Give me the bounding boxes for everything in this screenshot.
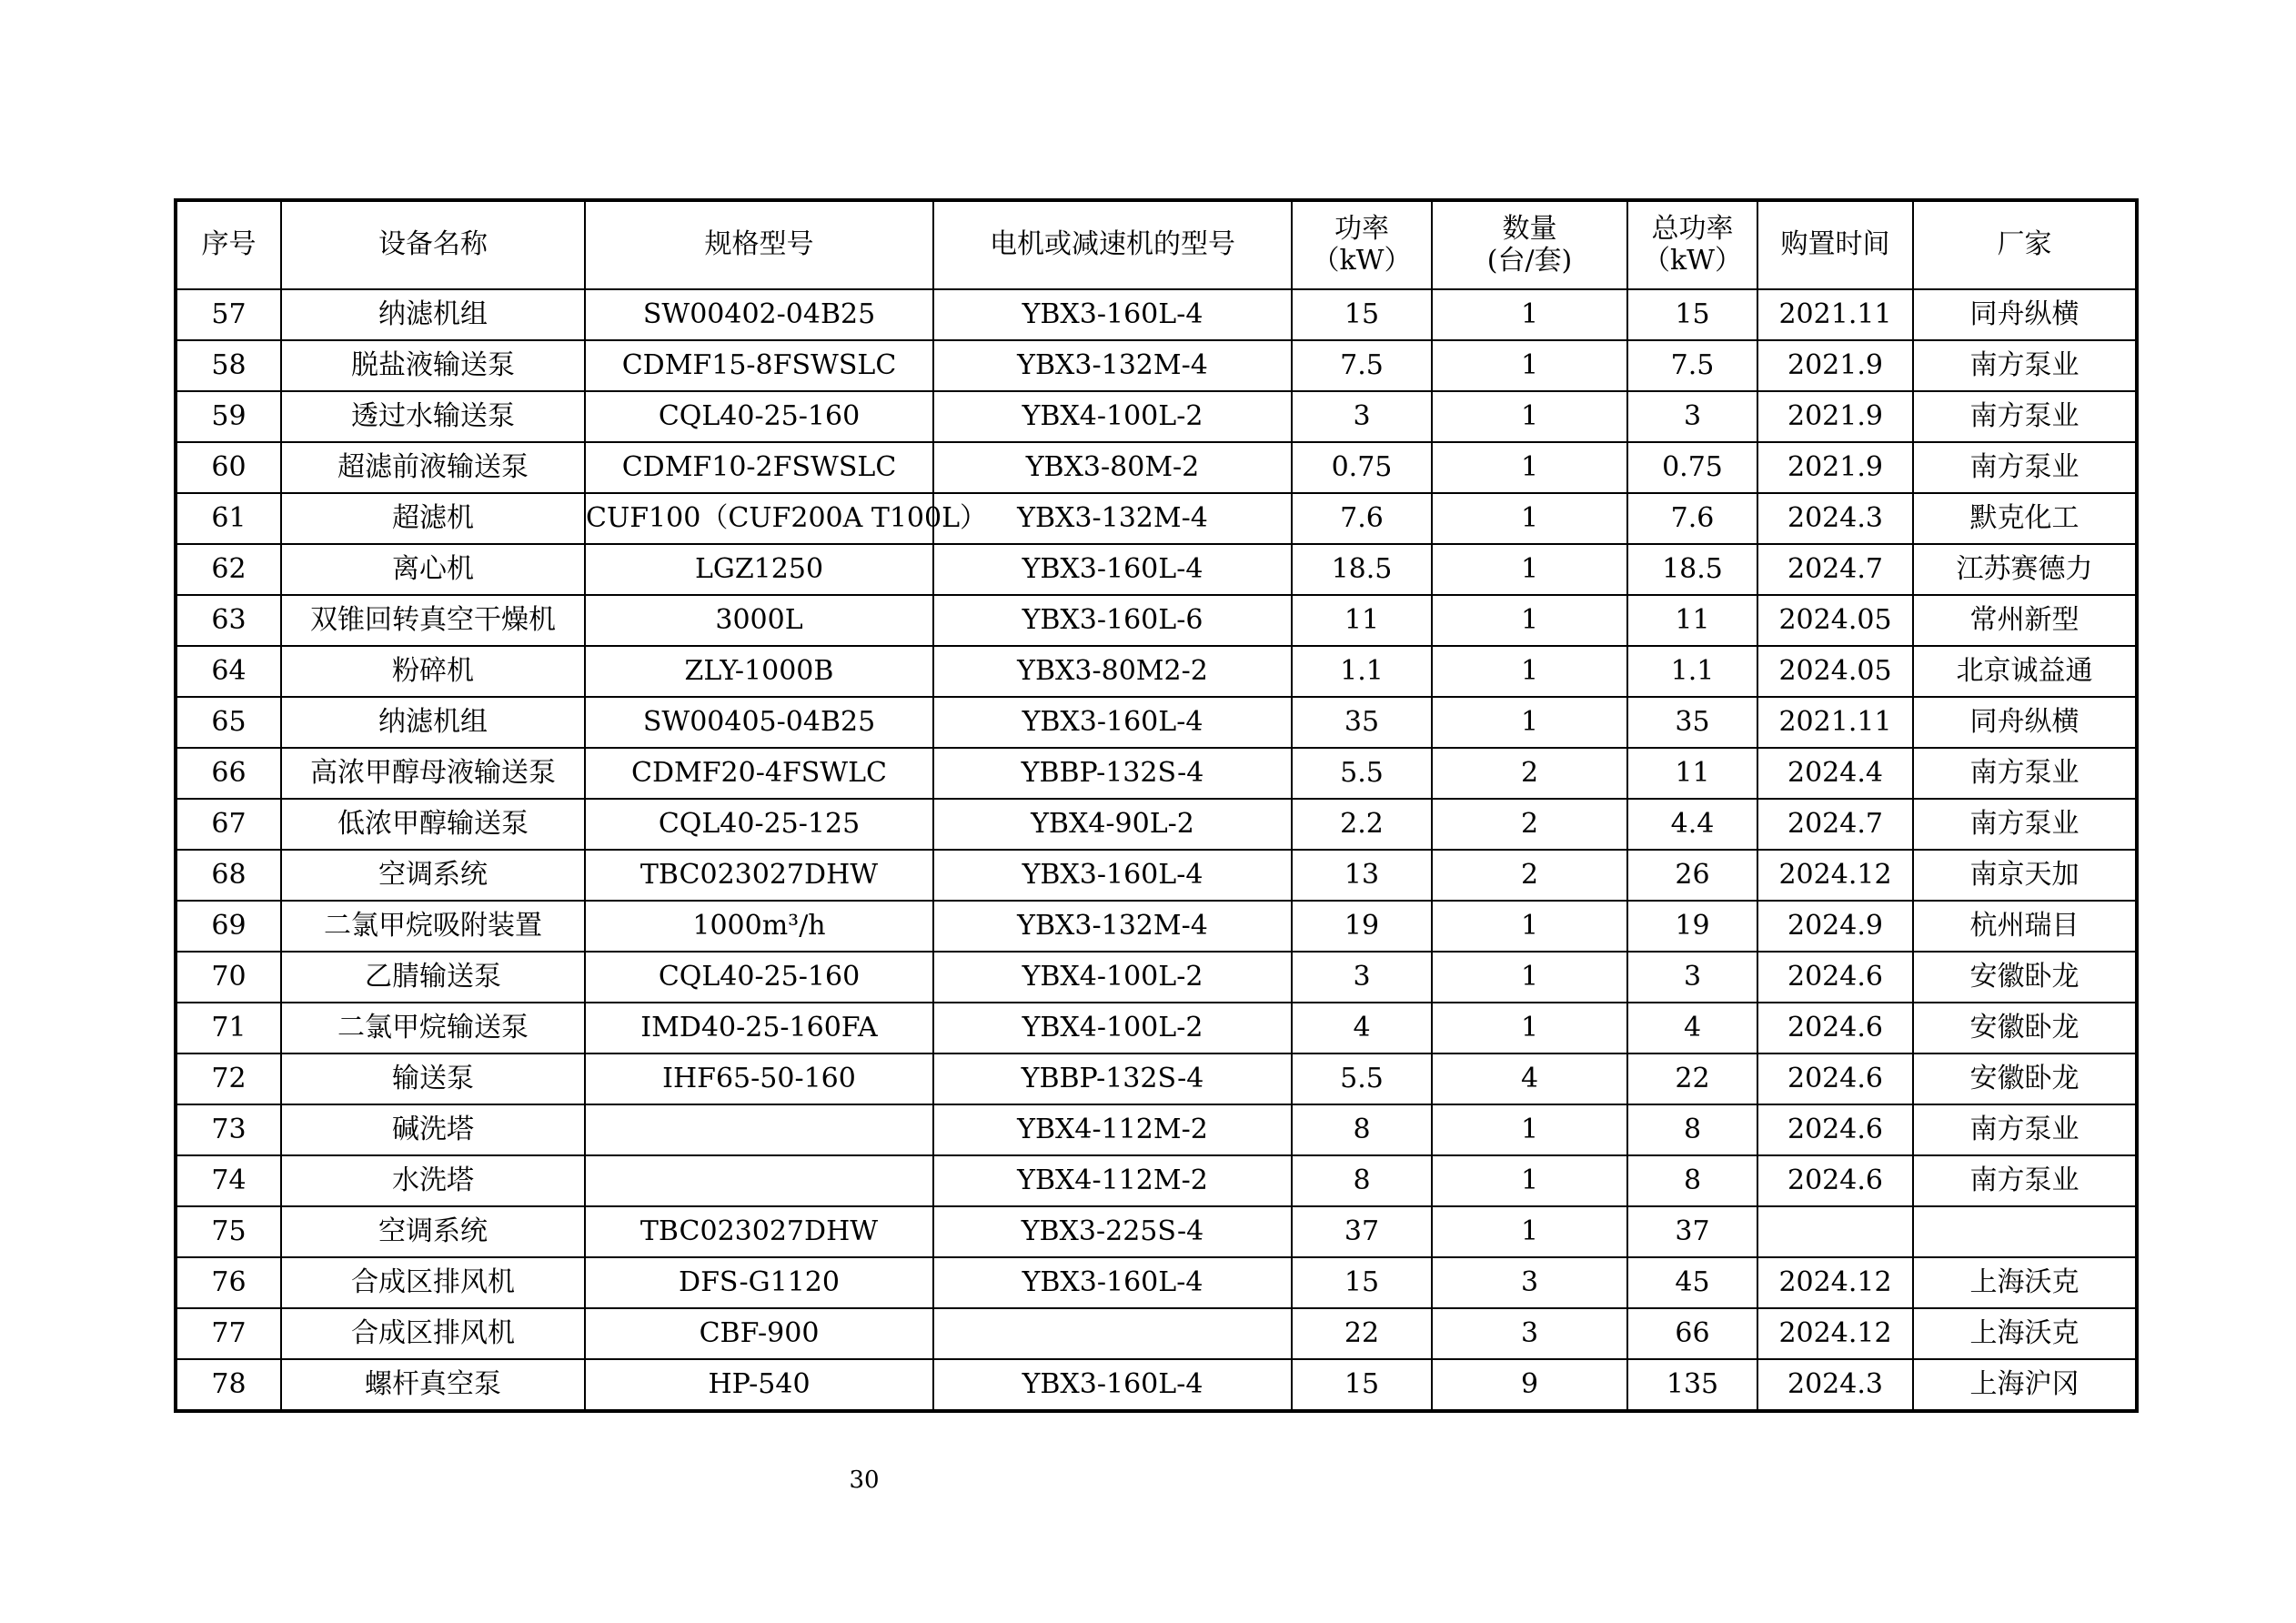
cell-equipment-name: 空调系统 — [281, 850, 585, 901]
cell-index: 60 — [176, 442, 281, 493]
cell-spec-model: CDMF20-4FSWLC — [585, 748, 933, 799]
cell-index: 72 — [176, 1053, 281, 1104]
cell-manufacturer: 江苏赛德力 — [1913, 544, 2137, 595]
table-row — [176, 748, 2137, 799]
header-text: 序号 — [201, 228, 257, 261]
table-header — [176, 200, 2137, 289]
cell-purchase-date: 2024.6 — [1757, 1155, 1913, 1206]
cell-total-power: 19 — [1627, 901, 1757, 952]
cell-motor-model: YBX4-112M-2 — [933, 1155, 1292, 1206]
cell-purchase-date: 2021.11 — [1757, 289, 1913, 340]
cell-power: 7.5 — [1292, 340, 1432, 391]
cell-spec-model — [585, 1155, 933, 1206]
cell-spec-model: HP-540 — [585, 1359, 933, 1411]
cell-manufacturer: 杭州瑞目 — [1913, 901, 2137, 952]
header-text: 数量 — [1502, 213, 1557, 245]
cell-manufacturer: 南方泵业 — [1913, 748, 2137, 799]
cell-quantity: 2 — [1432, 850, 1627, 901]
cell-quantity: 1 — [1432, 340, 1627, 391]
cell-equipment-name: 螺杆真空泵 — [281, 1359, 585, 1411]
cell-motor-model: YBX4-100L-2 — [933, 1003, 1292, 1053]
cell-quantity: 3 — [1432, 1257, 1627, 1308]
cell-equipment-name: 乙腈输送泵 — [281, 952, 585, 1003]
cell-equipment-name: 二氯甲烷输送泵 — [281, 1003, 585, 1053]
cell-quantity: 1 — [1432, 391, 1627, 442]
header-col-manufacturer — [1913, 200, 2137, 289]
cell-quantity: 1 — [1432, 1155, 1627, 1206]
cell-motor-model: YBX3-160L-4 — [933, 697, 1292, 748]
cell-power: 0.75 — [1292, 442, 1432, 493]
cell-purchase-date: 2024.7 — [1757, 544, 1913, 595]
table-row — [176, 1359, 2137, 1411]
cell-motor-model: YBBP-132S-4 — [933, 748, 1292, 799]
cell-equipment-name: 合成区排风机 — [281, 1308, 585, 1359]
cell-purchase-date: 2024.05 — [1757, 646, 1913, 697]
table-row — [176, 1308, 2137, 1359]
cell-quantity: 4 — [1432, 1053, 1627, 1104]
cell-spec-model: CUF100（CUF200A T100L） — [585, 493, 933, 544]
cell-manufacturer: 南方泵业 — [1913, 799, 2137, 850]
cell-spec-model: TBC023027DHW — [585, 1206, 933, 1257]
header-text: (台/套) — [1486, 244, 1573, 277]
cell-motor-model: YBX3-160L-4 — [933, 544, 1292, 595]
cell-equipment-name: 离心机 — [281, 544, 585, 595]
cell-equipment-name: 粉碎机 — [281, 646, 585, 697]
cell-index: 61 — [176, 493, 281, 544]
cell-index: 74 — [176, 1155, 281, 1206]
cell-spec-model — [585, 1104, 933, 1155]
header-col-motor-model — [933, 200, 1292, 289]
table-row — [176, 799, 2137, 850]
cell-purchase-date: 2021.9 — [1757, 442, 1913, 493]
page-number: 30 — [849, 1467, 880, 1494]
cell-total-power: 22 — [1627, 1053, 1757, 1104]
cell-spec-model: CBF-900 — [585, 1308, 933, 1359]
table-row — [176, 1003, 2137, 1053]
header-text: （kW） — [1642, 244, 1742, 277]
cell-motor-model: YBX3-160L-4 — [933, 1257, 1292, 1308]
cell-manufacturer: 安徽卧龙 — [1913, 952, 2137, 1003]
cell-quantity: 1 — [1432, 1003, 1627, 1053]
cell-index: 68 — [176, 850, 281, 901]
cell-power: 8 — [1292, 1155, 1432, 1206]
cell-spec-model: TBC023027DHW — [585, 850, 933, 901]
cell-equipment-name: 空调系统 — [281, 1206, 585, 1257]
cell-manufacturer: 上海沃克 — [1913, 1308, 2137, 1359]
cell-equipment-name: 二氯甲烷吸附装置 — [281, 901, 585, 952]
header-text: 功率 — [1334, 213, 1389, 245]
cell-spec-model: IHF65-50-160 — [585, 1053, 933, 1104]
cell-equipment-name: 双锥回转真空干燥机 — [281, 595, 585, 646]
header-text: 规格型号 — [704, 228, 814, 261]
cell-purchase-date: 2024.6 — [1757, 1003, 1913, 1053]
cell-purchase-date: 2024.3 — [1757, 493, 1913, 544]
cell-motor-model: YBX3-225S-4 — [933, 1206, 1292, 1257]
cell-index: 63 — [176, 595, 281, 646]
table-row — [176, 1155, 2137, 1206]
header-text: （kW） — [1312, 244, 1412, 277]
cell-spec-model: CDMF10-2FSWSLC — [585, 442, 933, 493]
cell-manufacturer: 南方泵业 — [1913, 442, 2137, 493]
cell-equipment-name: 碱洗塔 — [281, 1104, 585, 1155]
table-row — [176, 493, 2137, 544]
cell-total-power: 45 — [1627, 1257, 1757, 1308]
cell-motor-model: YBX4-112M-2 — [933, 1104, 1292, 1155]
cell-purchase-date: 2024.12 — [1757, 850, 1913, 901]
cell-total-power: 3 — [1627, 952, 1757, 1003]
table-row — [176, 1206, 2137, 1257]
cell-quantity: 1 — [1432, 901, 1627, 952]
cell-purchase-date: 2024.12 — [1757, 1308, 1913, 1359]
cell-motor-model: YBX3-132M-4 — [933, 493, 1292, 544]
cell-purchase-date: 2021.11 — [1757, 697, 1913, 748]
table-row — [176, 544, 2137, 595]
cell-power: 8 — [1292, 1104, 1432, 1155]
table-row — [176, 442, 2137, 493]
cell-spec-model: 3000L — [585, 595, 933, 646]
cell-equipment-name: 透过水输送泵 — [281, 391, 585, 442]
cell-power: 7.6 — [1292, 493, 1432, 544]
cell-motor-model: YBX3-160L-4 — [933, 850, 1292, 901]
cell-power: 18.5 — [1292, 544, 1432, 595]
cell-manufacturer: 南方泵业 — [1913, 1155, 2137, 1206]
cell-quantity: 1 — [1432, 1206, 1627, 1257]
cell-purchase-date: 2024.12 — [1757, 1257, 1913, 1308]
table-body — [176, 289, 2137, 1411]
cell-equipment-name: 输送泵 — [281, 1053, 585, 1104]
cell-total-power: 7.5 — [1627, 340, 1757, 391]
cell-index: 59 — [176, 391, 281, 442]
cell-index: 75 — [176, 1206, 281, 1257]
cell-quantity: 1 — [1432, 952, 1627, 1003]
table-row — [176, 1104, 2137, 1155]
cell-quantity: 1 — [1432, 595, 1627, 646]
cell-power: 35 — [1292, 697, 1432, 748]
cell-equipment-name: 超滤前液输送泵 — [281, 442, 585, 493]
cell-quantity: 1 — [1432, 493, 1627, 544]
cell-equipment-name: 水洗塔 — [281, 1155, 585, 1206]
table-row — [176, 1053, 2137, 1104]
cell-quantity: 3 — [1432, 1308, 1627, 1359]
cell-quantity: 1 — [1432, 442, 1627, 493]
cell-spec-model: CQL40-25-160 — [585, 391, 933, 442]
cell-power: 15 — [1292, 1257, 1432, 1308]
table-row — [176, 646, 2137, 697]
header-col-quantity — [1432, 200, 1627, 289]
cell-index: 57 — [176, 289, 281, 340]
cell-power: 3 — [1292, 952, 1432, 1003]
cell-power: 2.2 — [1292, 799, 1432, 850]
cell-total-power: 4 — [1627, 1003, 1757, 1053]
cell-index: 58 — [176, 340, 281, 391]
cell-total-power: 135 — [1627, 1359, 1757, 1411]
cell-index: 64 — [176, 646, 281, 697]
cell-total-power: 11 — [1627, 748, 1757, 799]
cell-manufacturer: 北京诚益通 — [1913, 646, 2137, 697]
cell-index: 76 — [176, 1257, 281, 1308]
cell-motor-model: YBX3-160L-4 — [933, 1359, 1292, 1411]
cell-quantity: 2 — [1432, 748, 1627, 799]
cell-spec-model: SW00405-04B25 — [585, 697, 933, 748]
header-text: 购置时间 — [1780, 228, 1890, 261]
cell-purchase-date: 2024.7 — [1757, 799, 1913, 850]
cell-purchase-date: 2024.05 — [1757, 595, 1913, 646]
cell-manufacturer: 同舟纵横 — [1913, 289, 2137, 340]
header-text: 总功率 — [1651, 213, 1734, 245]
cell-total-power: 18.5 — [1627, 544, 1757, 595]
cell-equipment-name: 低浓甲醇输送泵 — [281, 799, 585, 850]
cell-manufacturer: 安徽卧龙 — [1913, 1003, 2137, 1053]
cell-purchase-date: 2024.6 — [1757, 952, 1913, 1003]
header-text: 厂家 — [1997, 228, 2052, 261]
cell-purchase-date: 2024.4 — [1757, 748, 1913, 799]
header-text: 设备名称 — [378, 228, 488, 261]
cell-manufacturer: 南方泵业 — [1913, 340, 2137, 391]
cell-power: 13 — [1292, 850, 1432, 901]
cell-motor-model: YBX4-100L-2 — [933, 952, 1292, 1003]
cell-quantity: 1 — [1432, 697, 1627, 748]
cell-power: 19 — [1292, 901, 1432, 952]
cell-purchase-date: 2021.9 — [1757, 340, 1913, 391]
cell-spec-model: IMD40-25-160FA — [585, 1003, 933, 1053]
cell-spec-model: 1000m³/h — [585, 901, 933, 952]
cell-equipment-name: 高浓甲醇母液输送泵 — [281, 748, 585, 799]
cell-purchase-date: 2024.6 — [1757, 1104, 1913, 1155]
table-row — [176, 1257, 2137, 1308]
table-row — [176, 901, 2137, 952]
cell-motor-model: YBX3-80M2-2 — [933, 646, 1292, 697]
cell-power: 5.5 — [1292, 748, 1432, 799]
cell-spec-model: CDMF15-8FSWSLC — [585, 340, 933, 391]
cell-manufacturer: 南方泵业 — [1913, 1104, 2137, 1155]
cell-purchase-date: 2024.9 — [1757, 901, 1913, 952]
cell-motor-model: YBX3-132M-4 — [933, 340, 1292, 391]
cell-motor-model: YBX4-100L-2 — [933, 391, 1292, 442]
table-row — [176, 391, 2137, 442]
cell-total-power: 1.1 — [1627, 646, 1757, 697]
cell-equipment-name: 脱盐液输送泵 — [281, 340, 585, 391]
cell-total-power: 8 — [1627, 1155, 1757, 1206]
cell-total-power: 35 — [1627, 697, 1757, 748]
equipment-table — [174, 198, 2139, 1413]
header-row — [176, 200, 2137, 289]
cell-equipment-name: 纳滤机组 — [281, 697, 585, 748]
cell-index: 62 — [176, 544, 281, 595]
cell-total-power: 26 — [1627, 850, 1757, 901]
cell-manufacturer: 默克化工 — [1913, 493, 2137, 544]
cell-power: 11 — [1292, 595, 1432, 646]
cell-power: 1.1 — [1292, 646, 1432, 697]
cell-motor-model: YBX3-160L-6 — [933, 595, 1292, 646]
table-row — [176, 340, 2137, 391]
cell-quantity: 1 — [1432, 544, 1627, 595]
cell-quantity: 9 — [1432, 1359, 1627, 1411]
cell-power: 22 — [1292, 1308, 1432, 1359]
table-row — [176, 850, 2137, 901]
table-row — [176, 952, 2137, 1003]
cell-purchase-date: 2021.9 — [1757, 391, 1913, 442]
cell-motor-model: YBX3-160L-4 — [933, 289, 1292, 340]
cell-index: 69 — [176, 901, 281, 952]
cell-manufacturer: 安徽卧龙 — [1913, 1053, 2137, 1104]
cell-spec-model: CQL40-25-160 — [585, 952, 933, 1003]
header-col-total-power — [1627, 200, 1757, 289]
cell-power: 37 — [1292, 1206, 1432, 1257]
header-col-power — [1292, 200, 1432, 289]
cell-total-power: 0.75 — [1627, 442, 1757, 493]
cell-total-power: 37 — [1627, 1206, 1757, 1257]
cell-motor-model: YBBP-132S-4 — [933, 1053, 1292, 1104]
cell-motor-model — [933, 1308, 1292, 1359]
cell-power: 15 — [1292, 289, 1432, 340]
cell-spec-model: SW00402-04B25 — [585, 289, 933, 340]
cell-total-power: 11 — [1627, 595, 1757, 646]
cell-manufacturer: 同舟纵横 — [1913, 697, 2137, 748]
table-row — [176, 595, 2137, 646]
cell-manufacturer — [1913, 1206, 2137, 1257]
cell-motor-model: YBX3-132M-4 — [933, 901, 1292, 952]
header-col-spec-model — [585, 200, 933, 289]
cell-purchase-date: 2024.3 — [1757, 1359, 1913, 1411]
cell-index: 78 — [176, 1359, 281, 1411]
cell-purchase-date — [1757, 1206, 1913, 1257]
cell-total-power: 4.4 — [1627, 799, 1757, 850]
cell-index: 70 — [176, 952, 281, 1003]
cell-quantity: 1 — [1432, 1104, 1627, 1155]
header-col-purchase-date — [1757, 200, 1913, 289]
cell-purchase-date: 2024.6 — [1757, 1053, 1913, 1104]
header-col-index — [176, 200, 281, 289]
cell-index: 65 — [176, 697, 281, 748]
cell-manufacturer: 上海沃克 — [1913, 1257, 2137, 1308]
cell-spec-model: ZLY-1000B — [585, 646, 933, 697]
cell-power: 15 — [1292, 1359, 1432, 1411]
cell-total-power: 3 — [1627, 391, 1757, 442]
cell-manufacturer: 南京天加 — [1913, 850, 2137, 901]
cell-quantity: 1 — [1432, 646, 1627, 697]
cell-total-power: 8 — [1627, 1104, 1757, 1155]
cell-index: 67 — [176, 799, 281, 850]
cell-manufacturer: 南方泵业 — [1913, 391, 2137, 442]
cell-index: 66 — [176, 748, 281, 799]
cell-index: 73 — [176, 1104, 281, 1155]
cell-motor-model: YBX4-90L-2 — [933, 799, 1292, 850]
cell-quantity: 1 — [1432, 289, 1627, 340]
cell-total-power: 15 — [1627, 289, 1757, 340]
cell-power: 5.5 — [1292, 1053, 1432, 1104]
cell-power: 3 — [1292, 391, 1432, 442]
cell-manufacturer: 常州新型 — [1913, 595, 2137, 646]
cell-equipment-name: 纳滤机组 — [281, 289, 585, 340]
cell-equipment-name: 超滤机 — [281, 493, 585, 544]
cell-total-power: 7.6 — [1627, 493, 1757, 544]
table-row — [176, 289, 2137, 340]
cell-quantity: 2 — [1432, 799, 1627, 850]
cell-equipment-name: 合成区排风机 — [281, 1257, 585, 1308]
table-row — [176, 697, 2137, 748]
cell-manufacturer: 上海沪冈 — [1913, 1359, 2137, 1411]
cell-total-power: 66 — [1627, 1308, 1757, 1359]
header-col-equipment-name — [281, 200, 585, 289]
header-text: 电机或减速机的型号 — [990, 228, 1235, 261]
cell-power: 4 — [1292, 1003, 1432, 1053]
cell-spec-model: CQL40-25-125 — [585, 799, 933, 850]
cell-index: 77 — [176, 1308, 281, 1359]
cell-spec-model: DFS-G1120 — [585, 1257, 933, 1308]
cell-motor-model: YBX3-80M-2 — [933, 442, 1292, 493]
cell-index: 71 — [176, 1003, 281, 1053]
cell-spec-model: LGZ1250 — [585, 544, 933, 595]
